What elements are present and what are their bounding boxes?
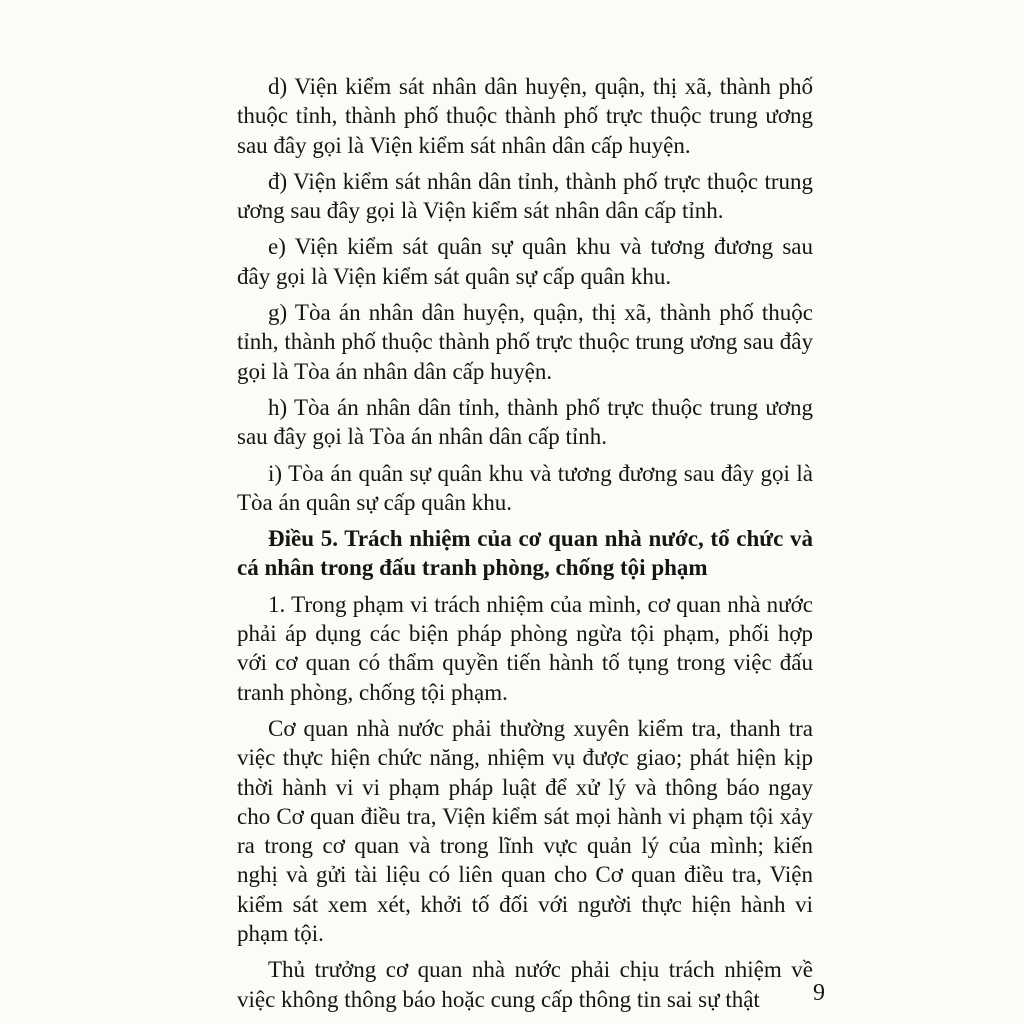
article-5-paragraph-3: Thủ trưởng cơ quan nhà nước phải chịu trách nhiệm về việc không thông báo hoặc cung cấp thông tin sai sự thật [237,957,813,1012]
page-number: 9 [813,980,825,1006]
article-5-paragraph-2: Cơ quan nhà nước phải thường xuyên kiểm tra, thanh tra việc thực hiện chức năng, nhiệm vụ được giao; phát hiện kịp thời hành vi vi phạm pháp luật để xử lý và thông báo ngay cho Cơ quan điều tra, Viện kiểm sát mọi hành vi phạm tội xảy ra trong cơ quan và trong lĩnh vực quản lý của mình; kiến nghị và gửi tài liệu có liên quan cho Cơ quan điều tra, Viện kiểm sát xem xét, khởi tố đối với người thực hiện hành vi phạm tội. [237,715,813,947]
article-5-heading: Điều 5. Trách nhiệm của cơ quan nhà nước, tổ chức và cá nhân trong đấu tranh phòng, chống tội phạm [237,526,813,581]
paragraph-dd: đ) Viện kiểm sát nhân dân tỉnh, thành phố trực thuộc trung ương sau đây gọi là Viện kiểm sát nhân dân cấp tỉnh. [237,168,813,224]
page-body [237,72,813,1021]
paragraph-e: e) Viện kiểm sát quân sự quân khu và tương đương sau đây gọi là Viện kiểm sát quân sự cấp quân khu. [237,234,813,289]
paragraph-h: h) Tòa án nhân dân tỉnh, thành phố trực thuộc trung ương sau đây gọi là Tòa án nhân dân cấp tỉnh. [237,394,813,450]
paragraph-i: i) Tòa án quân sự quân khu và tương đương sau đây gọi là Tòa án quân sự cấp quân khu. [237,460,813,515]
paragraph-g: g) Tòa án nhân dân huyện, quận, thị xã, thành phố thuộc tỉnh, thành phố thuộc thành phố trực thuộc trung ương sau đây gọi là Tòa án nhân dân cấp huyện. [237,300,813,384]
paragraph-d: d) Viện kiểm sát nhân dân huyện, quận, thị xã, thành phố thuộc tỉnh, thành phố thuộc thành phố trực thuộc trung ương sau đây gọi là Viện kiểm sát nhân dân cấp huyện. [237,74,813,158]
article-5-clause-1: 1. Trong phạm vi trách nhiệm của mình, cơ quan nhà nước phải áp dụng các biện pháp phòng ngừa tội phạm, phối hợp với cơ quan có thẩm quyền tiến hành tố tụng trong việc đấu tranh phòng, chống tội phạm. [237,591,813,705]
